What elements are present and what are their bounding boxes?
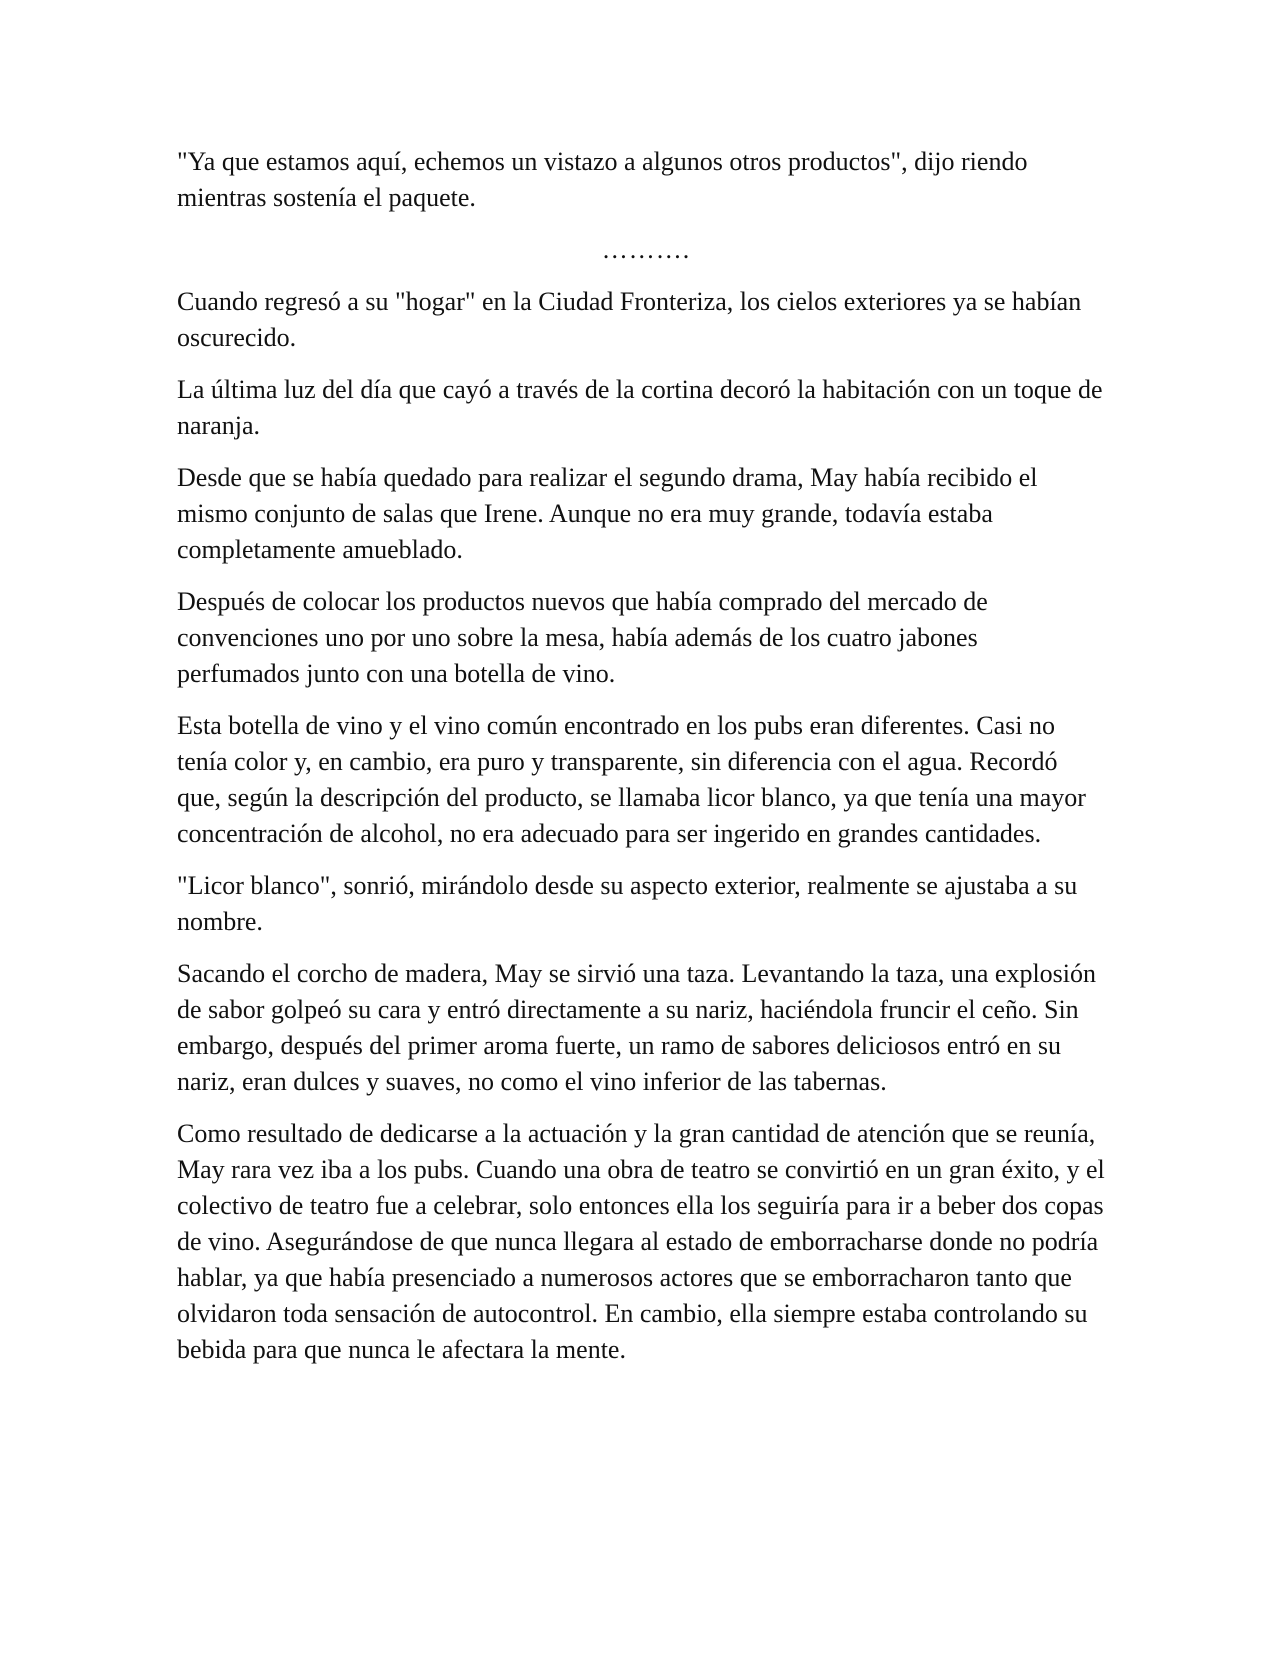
paragraph-pubs: Como resultado de dedicarse a la actuación y la gran cantidad de atención que se reunía, May rara vez iba a los pubs. Cuando una obra de teatro se convirtió en un gran éxito, y el colectivo de teatro fue a celebrar, solo entonces ella los seguiría para ir a beber dos copas de vino. Asegurándose de que nunca llegara al estado de emborracharse donde no podría hablar, ya que había presenciado a numerosos actores que se emborracharon tanto que olvidaron toda sensación de autocontrol. En cambio, ella siempre estaba controlando su bebida para que nunca le afectara la mente. xyxy=(177,1119,1105,1364)
scene-separator: ………. xyxy=(601,235,691,264)
paragraph-products-on-table: Después de colocar los productos nuevos que había comprado del mercado de convenciones uno por uno sobre la mesa, había además de los cuatro jabones perfumados junto con una botella de vino. xyxy=(177,587,988,688)
paragraph-liquor-name: "Licor blanco", sonrió, mirándolo desde su aspecto exterior, realmente se ajustaba a su nombre. xyxy=(177,871,1078,936)
paragraph-last-light: La última luz del día que cayó a través de la cortina decoró la habitación con un toque de naranja. xyxy=(177,375,1103,440)
paragraph-white-liquor: Esta botella de vino y el vino común encontrado en los pubs eran diferentes. Casi no tenía color y, en cambio, era puro y transparente, sin diferencia con el agua. Recordó que, según la descripción del producto, se llamaba licor blanco, ya que tenía una mayor concentración de alcohol, no era adecuado para ser ingerido en grandes cantidades. xyxy=(177,711,1086,848)
paragraph-rooms: Desde que se había quedado para realizar el segundo drama, May había recibido el mismo conjunto de salas que Irene. Aunque no era muy grande, todavía estaba completamente amueblado. xyxy=(177,463,1038,564)
paragraph-tasting: Sacando el corcho de madera, May se sirvió una taza. Levantando la taza, una explosión de sabor golpeó su cara y entró directamente a su nariz, haciéndola fruncir el ceño. Sin embargo, después del primer aroma fuerte, un ramo de sabores deliciosos entró en su nariz, eran dulces y suaves, no como el vino inferior de las tabernas. xyxy=(177,959,1097,1096)
paragraph-return-home: Cuando regresó a su "hogar" en la Ciudad Fronteriza, los cielos exteriores ya se habían oscurecido. xyxy=(177,287,1082,352)
paragraph-browse-products: "Ya que estamos aquí, echemos un vistazo a algunos otros productos", dijo riendo mientras sostenía el paquete. xyxy=(177,147,1028,212)
